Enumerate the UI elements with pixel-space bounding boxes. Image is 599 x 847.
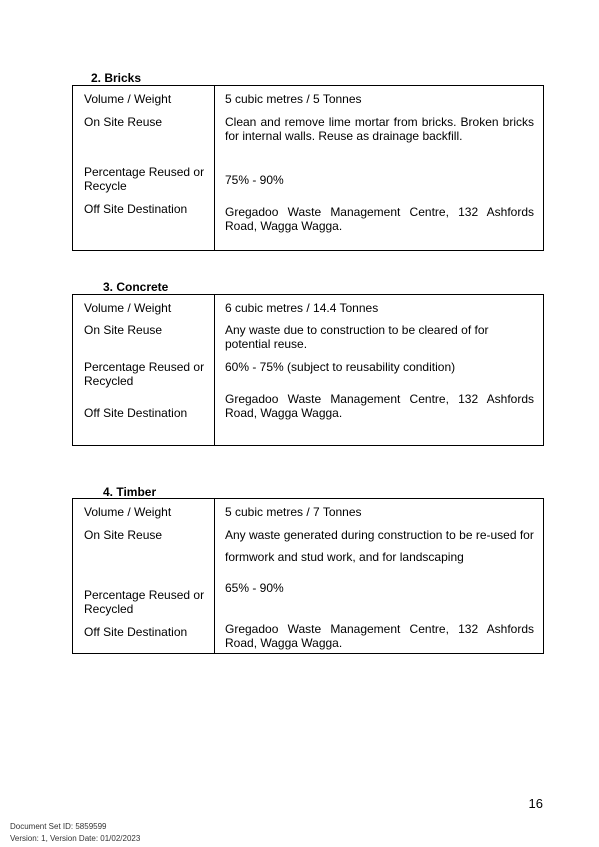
page-number: 16 (528, 796, 543, 811)
row-label-onsite: On Site Reuse (84, 528, 163, 542)
row-value-volume: 5 cubic metres / 5 Tonnes (225, 92, 362, 106)
row-label-onsite: On Site Reuse (84, 323, 163, 337)
row-value-percentage: 60% - 75% (subject to reusability condition) (225, 360, 456, 374)
timber-table (72, 498, 544, 654)
row-label-offsite: Off Site Destination (84, 625, 188, 639)
row-value-onsite: Any waste generated during construction to be re-used for (225, 528, 534, 542)
row-label-onsite: On Site Reuse (84, 115, 163, 129)
footer-document-set-id: Document Set ID: 5859599 (10, 822, 107, 831)
row-value-percentage: 75% - 90% (225, 173, 284, 187)
row-value-onsite: Any waste due to construction to be cleared of for potential reuse. (225, 323, 489, 351)
concrete-table (72, 294, 544, 446)
row-value-onsite: Clean and remove lime mortar from bricks. Broken bricks for internal walls. Reuse as drainage backfill. (225, 115, 534, 143)
section-title-concrete: 3. Concrete (103, 280, 169, 294)
row-value-volume: 5 cubic metres / 7 Tonnes (225, 505, 362, 519)
row-label-offsite: Off Site Destination (84, 202, 188, 216)
bricks-table (72, 85, 544, 251)
row-value-percentage: 65% - 90% (225, 581, 284, 595)
table-divider (214, 86, 215, 250)
row-label-volume: Volume / Weight (84, 505, 172, 519)
row-value-onsite-line2: formwork and stud work, and for landscaping (225, 550, 464, 564)
row-label-percentage: Percentage Reused or Recycled (84, 588, 205, 616)
row-value-offsite: Gregadoo Waste Management Centre, 132 Ashfords Road, Wagga Wagga. (225, 622, 534, 650)
row-label-offsite: Off Site Destination (84, 406, 188, 420)
section-title-timber: 4. Timber (103, 485, 157, 499)
row-value-volume: 6 cubic metres / 14.4 Tonnes (225, 301, 379, 315)
table-divider (214, 499, 215, 653)
row-value-offsite: Gregadoo Waste Management Centre, 132 Ashfords Road, Wagga Wagga. (225, 392, 534, 420)
row-label-percentage: Percentage Reused or Recycled (84, 360, 205, 388)
row-label-percentage: Percentage Reused or Recycle (84, 165, 205, 193)
row-label-volume: Volume / Weight (84, 301, 172, 315)
row-value-offsite: Gregadoo Waste Management Centre, 132 Ashfords Road, Wagga Wagga. (225, 205, 534, 233)
row-label-volume: Volume / Weight (84, 92, 172, 106)
section-title-bricks: 2. Bricks (91, 71, 142, 85)
table-divider (214, 295, 215, 445)
footer-version: Version: 1, Version Date: 01/02/2023 (10, 834, 141, 843)
